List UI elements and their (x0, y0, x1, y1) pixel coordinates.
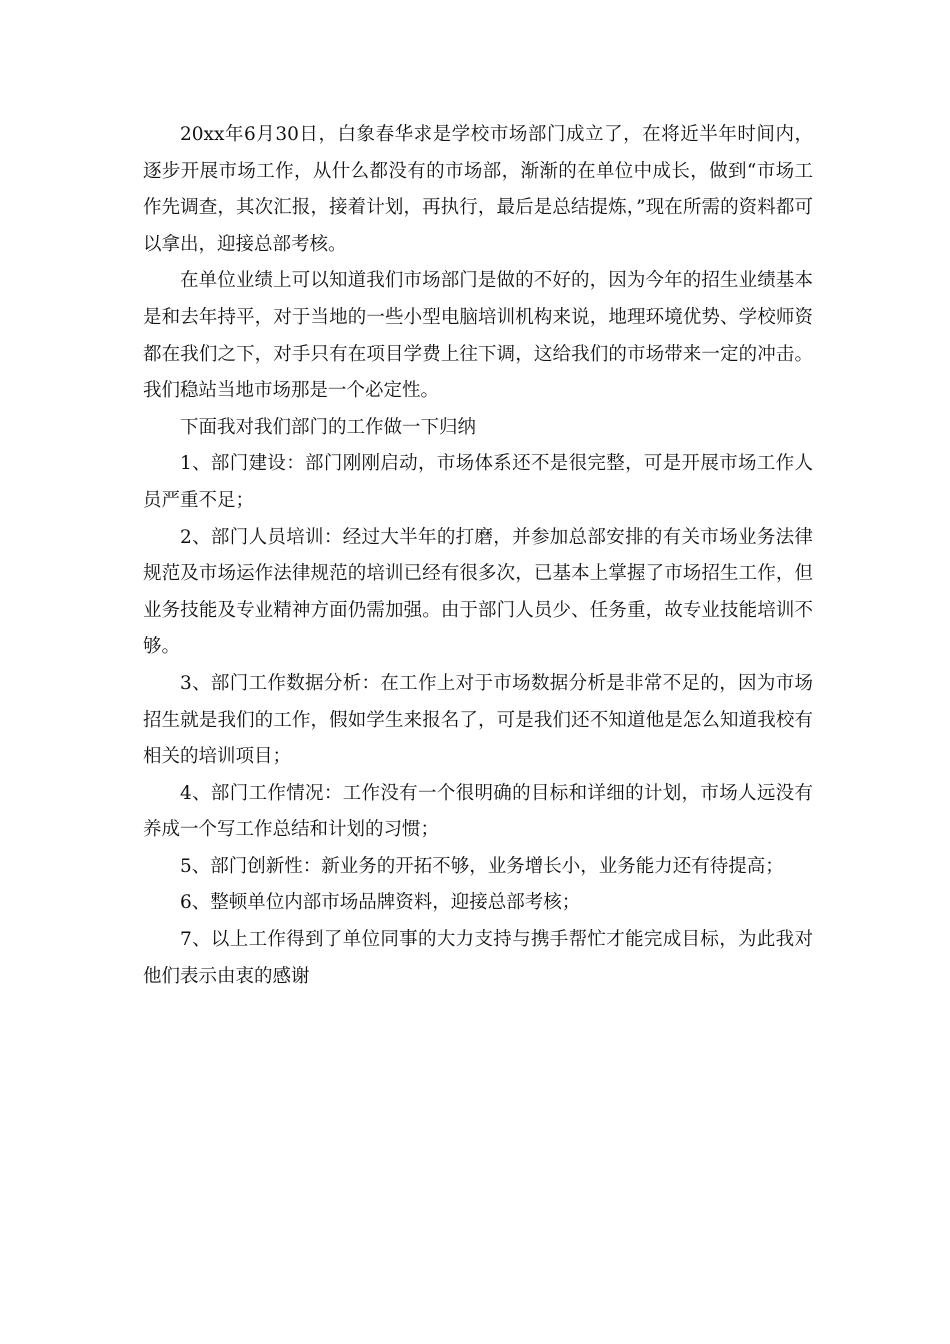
document-body (143, 117, 813, 995)
list-item-6: 6、整顿单位内部市场品牌资料，迎接总部考核； (180, 892, 581, 914)
list-item-3: 3、部门工作数据分析：在工作上对于市场数据分析是非常不足的，因为市场招生就是我们的工作，假如学生来报名了，可是我们还不知道他是怎么知道我校有相关的培训项目； (143, 672, 813, 768)
list-item-7: 7、以上工作得到了单位同事的大力支持与携手帮忙才能完成目标，为此我对他们表示由衷的感谢 (143, 929, 813, 987)
list-item-4: 4、部门工作情况：工作没有一个很明确的目标和详细的计划，市场人远没有养成一个写工作总结和计划的习惯； (143, 782, 813, 841)
paragraph-performance: 在单位业绩上可以知道我们市场部门是做的不好的，因为今年的招生业绩基本是和去年持平，对于当地的一些小型电脑培训机构来说，地理环境优势、学校师资都在我们之下，对手只有在项目学费上往下调，这给我们的市场带来一定的冲击。我们稳站当地市场那是一个必定性。 (143, 270, 813, 402)
list-item-5: 5、部门创新性：新业务的开拓不够，业务增长小，业务能力还有待提高； (180, 855, 784, 877)
list-item-2: 2、部门人员培训：经过大半年的打磨，并参加总部安排的有关市场业务法律规范及市场运作法律规范的培训已经有很多次，已基本上掌握了市场招生工作，但业务技能及专业精神方面仍需加强。由于部门人员少、任务重，故专业技能培训不够。 (143, 526, 813, 658)
list-item-1: 1、部门建设：部门刚刚启动，市场体系还不是很完整，可是开展市场工作人员严重不足； (143, 453, 813, 511)
paragraph-summary-lead: 下面我对我们部门的工作做一下归纳 (180, 416, 477, 438)
paragraph-intro: 20xx年6月30日，白象春华求是学校市场部门成立了，在将近半年时间内，逐步开展市场工作，从什么都没有的市场部，渐渐的在单位中成长，做到“市场工作先调查，其次汇报，接着计划，再执行，最后是总结提炼，”现在所需的资料都可以拿出，迎接总部考核。 (143, 124, 813, 255)
